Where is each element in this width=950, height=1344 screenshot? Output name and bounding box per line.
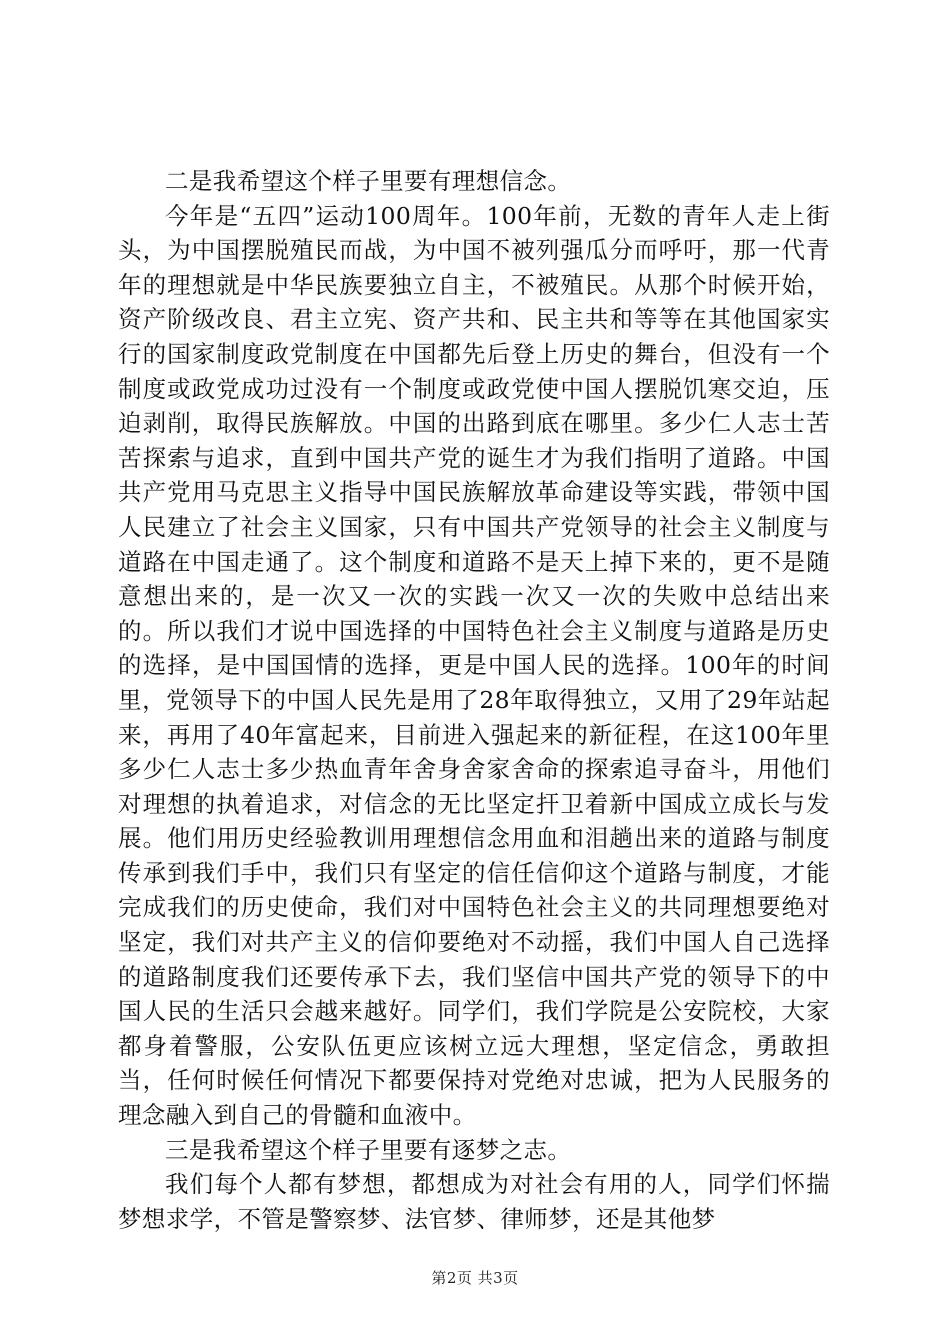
paragraph-ideals-body: 今年是“五四”运动100周年。100年前，无数的青年人走上街头，为中国摆脱殖民而战，为中国不被列强瓜分而呼吁，那一代青年的理想就是中华民族要独立自主，不被殖民。从那个时候开始，资产阶级改良、君主立宪、资产共和、民主共和等等在其他国家实行的国家制度政党制度在中国都先后登上历史的舞台，但没有一个制度或政党成功过没有一个制度或政党使中国人摆脱饥寒交迫，压迫剥削，取得民族解放。中国的出路到底在哪里。多少仁人志士苦苦探索与追求，直到中国共产党的诞生才为我们指明了道路。中国共产党用马克思主义指导中国民族解放革命建设等实践，带领中国人民建立了社会主义国家，只有中国共产党领导的社会主义制度与道路在中国走通了。这个制度和道路不是天上掉下来的，更不是随意想出来的，是一次又一次的实践一次又一次的失败中总结出来的。所以我们才说中国选择的中国特色社会主义制度与道路是历史的选择，是中国国情的选择，更是中国人民的选择。100年的时间里，党领导下的中国人民先是用了28年取得独立，又用了29年站起来，再用了40年富起来，目前进入强起来的新征程，在这100年里多少仁人志士多少热血青年舍身舍家舍命的探索追寻奋斗，用他们对理想的执着追求，对信念的无比坚定扞卫着新中国成立成长与发展。他们用历史经验教训用理想信念用血和泪趟出来的道路与制度传承到我们手中，我们只有坚定的信任信仰这个道路与制度，才能完成我们的历史使命，我们对中国特色社会主义的共同理想要绝对坚定，我们对共产主义的信仰要绝对不动摇，我们中国人自己选择的道路制度我们还要传承下去，我们坚信中国共产党的领导下的中国人民的生活只会越来越好。同学们，我们学院是公安院校，大家都身着警服，公安队伍更应该树立远大理想，坚定信念，勇敢担当，任何时候任何情况下都要保持对党绝对忠诚，把为人民服务的理念融入到自己的骨髓和血液中。 — [118, 201, 830, 1130]
paragraph-dream-heading: 三是我希望这个样子里要有逐梦之志。 — [165, 1135, 572, 1164]
document-body — [118, 164, 830, 1236]
page-number-footer: 第2页 共3页 — [431, 1269, 519, 1287]
paragraph-dream-body: 我们每个人都有梦想，都想成为对社会有用的人，同学们怀揣梦想求学，不管是警察梦、法官梦、律师梦，还是其他梦 — [118, 1170, 830, 1233]
paragraph-ideals-heading: 二是我希望这个样子里要有理想信念。 — [165, 167, 572, 195]
